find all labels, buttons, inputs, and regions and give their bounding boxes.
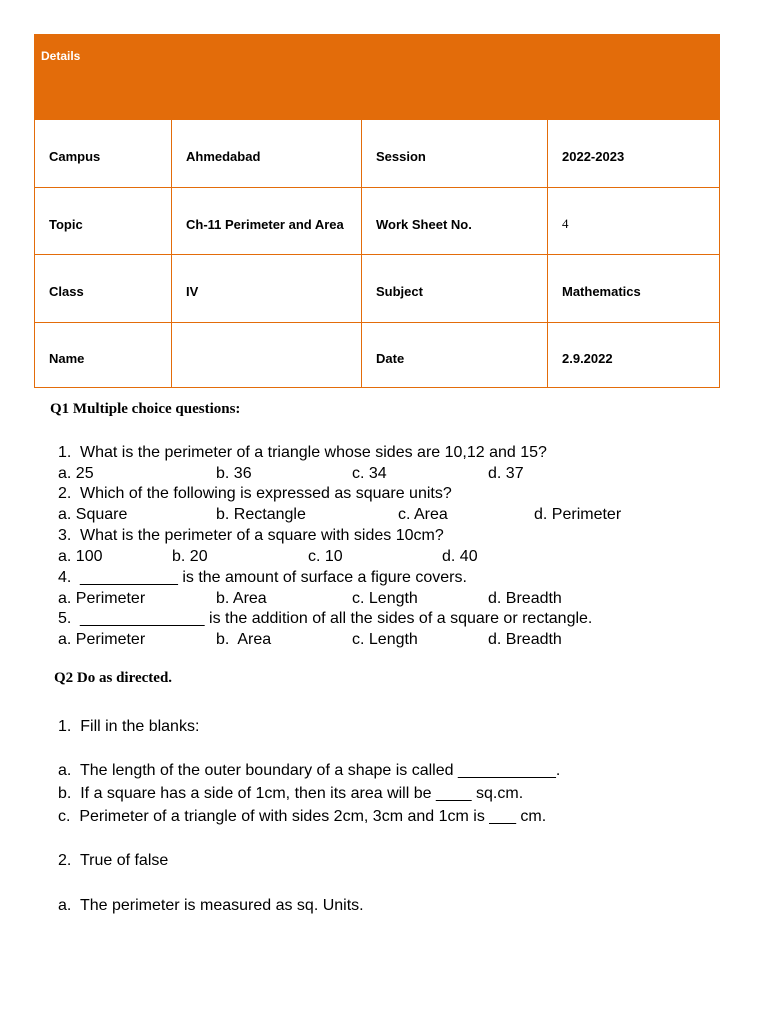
topic-value: Ch-11 Perimeter and Area <box>172 188 362 255</box>
option: b. Area <box>216 631 272 648</box>
worksheet-label: Work Sheet No. <box>362 188 548 255</box>
option: a. 100 <box>58 548 103 565</box>
option: a. Perimeter <box>58 631 146 648</box>
question-number: 2. <box>58 485 72 502</box>
date-value: 2.9.2022 <box>548 323 720 388</box>
question-2 <box>58 484 452 504</box>
question-5 <box>58 609 592 629</box>
q2-part1-item: c. Perimeter of a triangle of with sides 2cm, 3cm and 1cm is ___ cm. <box>58 808 547 825</box>
question-text: What is the perimeter of a square with sides 10cm? <box>80 527 444 544</box>
topic-label: Topic <box>35 188 172 255</box>
option: c. Area <box>398 506 448 523</box>
option: b. Rectangle <box>216 506 306 523</box>
table-row <box>35 188 720 255</box>
option: a. Square <box>58 506 128 523</box>
option: d. Breadth <box>488 631 562 648</box>
q2-part2-title: 2. True of false <box>58 852 169 869</box>
option: d. 40 <box>442 548 478 565</box>
option: a. 25 <box>58 465 94 482</box>
question-text: ___________ is the amount of surface a figure covers. <box>80 569 467 586</box>
class-value: IV <box>172 255 362 323</box>
subject-value: Mathematics <box>548 255 720 323</box>
option: d. Perimeter <box>534 506 622 523</box>
question-1 <box>58 443 547 463</box>
option: d. 37 <box>488 465 524 482</box>
worksheet-value: 4 <box>548 188 720 255</box>
question-4 <box>58 568 467 588</box>
option: d. Breadth <box>488 590 562 607</box>
details-table <box>34 34 720 388</box>
name-value <box>172 323 362 388</box>
question-text: Which of the following is expressed as square units? <box>80 485 452 502</box>
q2-heading: Q2 Do as directed. <box>54 670 173 686</box>
option: c. 10 <box>308 548 343 565</box>
subject-label: Subject <box>362 255 548 323</box>
option: b. 20 <box>172 548 208 565</box>
question-text: What is the perimeter of a triangle whose sides are 10,12 and 15? <box>80 444 547 461</box>
campus-value: Ahmedabad <box>172 120 362 188</box>
option: a. Perimeter <box>58 590 146 607</box>
name-label: Name <box>35 323 172 388</box>
option: b. 36 <box>216 465 252 482</box>
question-number: 4. <box>58 569 72 586</box>
option: b. Area <box>216 590 267 607</box>
session-label: Session <box>362 120 548 188</box>
question-3 <box>58 526 444 546</box>
question-number: 5. <box>58 610 72 627</box>
table-row <box>35 255 720 323</box>
details-header: Details <box>35 35 720 120</box>
q2-part2-item: a. The perimeter is measured as sq. Units. <box>58 897 364 914</box>
option: c. 34 <box>352 465 387 482</box>
question-number: 1. <box>58 444 72 461</box>
q1-heading: Q1 Multiple choice questions: <box>50 401 241 417</box>
option: c. Length <box>352 631 418 648</box>
details-header-row <box>35 35 720 120</box>
question-text: ______________ is the addition of all the sides of a square or rectangle. <box>80 610 593 627</box>
session-value: 2022-2023 <box>548 120 720 188</box>
q2-part1-item: a. The length of the outer boundary of a shape is called ___________. <box>58 762 561 779</box>
campus-label: Campus <box>35 120 172 188</box>
date-label: Date <box>362 323 548 388</box>
table-row <box>35 120 720 188</box>
question-number: 3. <box>58 527 72 544</box>
class-label: Class <box>35 255 172 323</box>
option: c. Length <box>352 590 418 607</box>
q2-part1-item: b. If a square has a side of 1cm, then its area will be ____ sq.cm. <box>58 785 524 802</box>
q2-part1-title: 1. Fill in the blanks: <box>58 718 200 735</box>
table-row <box>35 323 720 388</box>
